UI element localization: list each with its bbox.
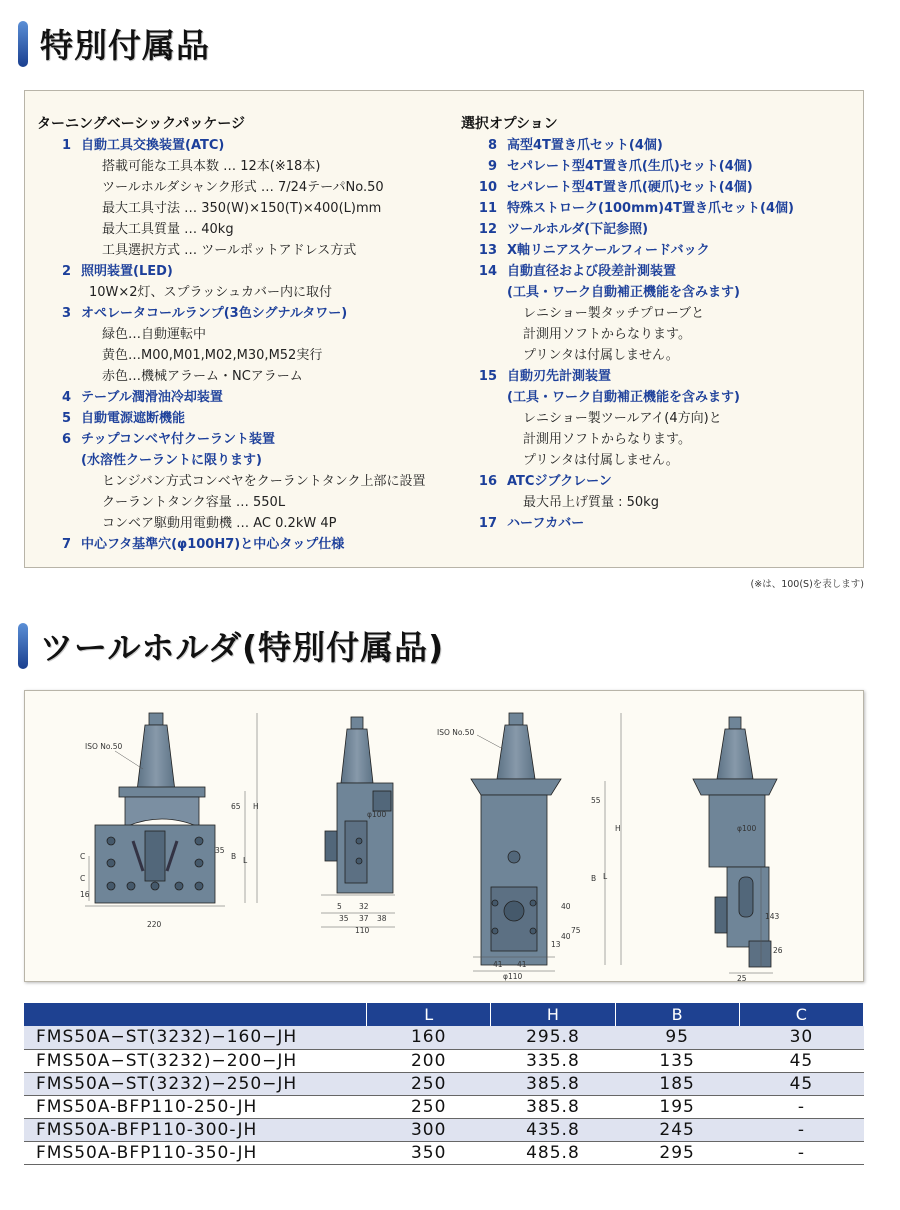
value-cell: 45 <box>739 1072 863 1095</box>
list-item <box>37 429 457 471</box>
technical-drawing <box>25 691 865 983</box>
column-header: B <box>615 1003 739 1026</box>
item-detail: 最大工具寸法 … 350(W)×150(T)×400(L)mm <box>102 201 382 216</box>
table-row <box>24 1118 864 1141</box>
item-detail: 工具選択方式 … ツールポットアドレス方式 <box>102 243 357 258</box>
item-detail: 最大工具質量 … 40kg <box>102 222 234 237</box>
item-number: 3 <box>61 306 71 321</box>
package-heading: ターニングベーシックパッケージ <box>37 116 246 132</box>
item-detail: 赤色…機械アラーム・NCアラーム <box>102 369 303 384</box>
dim-label: 16 <box>80 890 90 899</box>
package-list <box>37 135 457 555</box>
item-label: 照明装置(LED) <box>81 264 173 279</box>
list-item <box>461 261 861 303</box>
list-item <box>461 471 861 492</box>
dim-label: 26 <box>773 946 783 955</box>
item-label: 自動直径および段差計測装置 (工具・ワーク自動補正機能を含みます) <box>507 264 740 300</box>
item-number: 9 <box>487 159 497 174</box>
value-cell: 385.8 <box>491 1072 615 1095</box>
dim-label: φ100 <box>737 824 757 833</box>
list-item <box>37 387 457 408</box>
value-cell: 185 <box>615 1072 739 1095</box>
drawing-2-side-view <box>321 717 395 927</box>
page-title: 特別付属品 <box>40 26 210 65</box>
dim-label: 25 <box>737 974 747 983</box>
value-cell: - <box>739 1141 863 1164</box>
list-item <box>37 534 457 555</box>
section-title-tool-holder <box>18 622 444 669</box>
options-list <box>461 135 861 534</box>
list-item <box>37 135 457 156</box>
tool-holder-drawings <box>24 690 864 982</box>
value-cell: 335.8 <box>491 1049 615 1072</box>
dim-label: 35 <box>215 846 225 855</box>
value-cell: 300 <box>367 1118 491 1141</box>
item-label: 高型4T置き爪セット(4個) <box>507 138 663 153</box>
dim-label: H <box>253 802 259 811</box>
item-label: 自動工具交換装置(ATC) <box>81 138 225 153</box>
dim-label: 38 <box>377 914 387 923</box>
item-detail: ツールホルダシャンク形式 … 7/24テーパNo.50 <box>102 180 384 195</box>
table-row <box>24 1049 864 1072</box>
options-column <box>461 113 861 534</box>
dim-label: 143 <box>765 912 780 921</box>
dim-label: 75 <box>571 926 581 935</box>
spec-table <box>24 1003 864 1165</box>
dim-label: 13 <box>551 940 561 949</box>
item-detail: 10W×2灯、スプラッシュカバー内に取付 <box>89 285 333 300</box>
drawing-3-front-view <box>471 713 621 971</box>
value-cell: - <box>739 1095 863 1118</box>
column-header: H <box>491 1003 615 1026</box>
item-detail: 計測用ソフトからなります。 <box>523 327 691 342</box>
dim-label: 220 <box>147 920 162 929</box>
title-accent-bar <box>18 21 28 67</box>
item-detail: 黄色…M00,M01,M02,M30,M52実行 <box>102 348 323 363</box>
value-cell: 295.8 <box>491 1026 615 1049</box>
list-item <box>461 135 861 156</box>
item-label: ツールホルダ(下記参照) <box>507 222 649 237</box>
package-column <box>37 113 457 555</box>
dim-label: H <box>615 824 621 833</box>
item-label: オペレータコールランプ(3色シグナルタワー) <box>81 306 348 321</box>
item-detail: 最大吊上げ質量 : 50kg <box>523 495 659 510</box>
column-header: L <box>367 1003 491 1026</box>
dim-label: 41 <box>517 960 527 969</box>
list-item <box>461 198 861 219</box>
item-number: 12 <box>478 222 497 237</box>
item-detail: プリンタは付属しません。 <box>523 453 679 468</box>
dim-label: 65 <box>231 802 241 811</box>
value-cell: 245 <box>615 1118 739 1141</box>
value-cell: 200 <box>367 1049 491 1072</box>
item-detail: 計測用ソフトからなります。 <box>523 432 691 447</box>
list-item <box>461 219 861 240</box>
dim-label: 55 <box>591 796 601 805</box>
model-cell: FMS50A-BFP110-350-JH <box>24 1141 367 1164</box>
dim-label: L <box>243 856 248 865</box>
dim-label: 40 <box>561 932 571 941</box>
options-heading: 選択オプション <box>461 116 558 132</box>
dim-label: B <box>231 852 237 861</box>
value-cell: 485.8 <box>491 1141 615 1164</box>
item-label: 特殊ストローク(100mm)4T置き爪セット(4個) <box>507 201 794 216</box>
model-cell: FMS50A−ST(3232)−250−JH <box>24 1072 367 1095</box>
model-cell: FMS50A−ST(3232)−200−JH <box>24 1049 367 1072</box>
footnote: (※は、100(S)を表します) <box>750 579 864 590</box>
item-number: 10 <box>478 180 497 195</box>
list-item <box>461 177 861 198</box>
table-row <box>24 1072 864 1095</box>
value-cell: 195 <box>615 1095 739 1118</box>
item-detail: クーラントタンク容量 … 550L <box>102 495 286 510</box>
item-label: X軸リニアスケールフィードバック <box>507 243 710 258</box>
dim-label: 110 <box>355 926 370 935</box>
table-body <box>24 1026 864 1164</box>
value-cell: 295 <box>615 1141 739 1164</box>
item-label: 自動刃先計測装置 (工具・ワーク自動補正機能を含みます) <box>507 369 740 405</box>
item-number: 13 <box>478 243 497 258</box>
list-item <box>461 156 861 177</box>
value-cell: 30 <box>739 1026 863 1049</box>
item-detail: レニショー製タッチプローブと <box>523 306 705 321</box>
list-item <box>37 303 457 324</box>
item-number: 5 <box>61 411 71 426</box>
model-cell: FMS50A−ST(3232)−160−JH <box>24 1026 367 1049</box>
item-number: 4 <box>61 390 71 405</box>
drawing-4-side-view <box>693 717 777 973</box>
item-label: テーブル潤滑油冷却装置 <box>81 390 223 405</box>
list-item <box>37 261 457 282</box>
item-number: 7 <box>61 537 71 552</box>
item-number: 8 <box>487 138 497 153</box>
title-accent-bar <box>18 623 28 669</box>
iso-label-1: ISO No.50 <box>85 742 123 751</box>
item-label: セパレート型4T置き爪(生爪)セット(4個) <box>507 159 753 174</box>
dim-label: 5 <box>337 902 342 911</box>
item-number: 16 <box>478 474 497 489</box>
value-cell: - <box>739 1118 863 1141</box>
dim-label: L <box>603 872 608 881</box>
item-label: チップコンベヤ付クーラント装置 (水溶性クーラントに限ります) <box>81 432 275 468</box>
value-cell: 385.8 <box>491 1095 615 1118</box>
dim-label: 41 <box>493 960 503 969</box>
item-detail: プリンタは付属しません。 <box>523 348 679 363</box>
value-cell: 135 <box>615 1049 739 1072</box>
list-item <box>461 513 861 534</box>
item-number: 1 <box>61 138 71 153</box>
column-header: C <box>739 1003 863 1026</box>
value-cell: 45 <box>739 1049 863 1072</box>
dim-label: 40 <box>561 902 571 911</box>
item-number: 2 <box>61 264 71 279</box>
model-cell: FMS50A-BFP110-250-JH <box>24 1095 367 1118</box>
item-detail: 搭載可能な工具本数 … 12本(※18本) <box>102 159 321 174</box>
dim-label: φ100 <box>367 810 387 819</box>
item-label: 中心フタ基準穴(φ100H7)と中心タップ仕様 <box>81 537 345 552</box>
item-label: セパレート型4T置き爪(硬爪)セット(4個) <box>507 180 753 195</box>
item-label: ATCジブクレーン <box>507 474 612 489</box>
list-item <box>461 240 861 261</box>
item-number: 6 <box>61 432 71 447</box>
dim-label: C <box>80 874 86 883</box>
value-cell: 160 <box>367 1026 491 1049</box>
dim-label: B <box>591 874 597 883</box>
value-cell: 250 <box>367 1095 491 1118</box>
table-header-row <box>24 1003 864 1026</box>
value-cell: 250 <box>367 1072 491 1095</box>
dim-label: 32 <box>359 902 369 911</box>
dim-label: φ110 <box>503 972 523 981</box>
column-header <box>24 1003 367 1026</box>
item-detail: レニショー製ツールアイ(4方向)と <box>523 411 722 426</box>
item-detail: 緑色…自動運転中 <box>102 327 207 342</box>
item-number: 15 <box>478 369 497 384</box>
iso-label-2: ISO No.50 <box>437 728 475 737</box>
model-cell: FMS50A-BFP110-300-JH <box>24 1118 367 1141</box>
section-heading: ツールホルダ(特別付属品) <box>40 628 445 667</box>
value-cell: 95 <box>615 1026 739 1049</box>
item-number: 17 <box>478 516 497 531</box>
value-cell: 435.8 <box>491 1118 615 1141</box>
table-row <box>24 1026 864 1049</box>
value-cell: 350 <box>367 1141 491 1164</box>
item-detail: コンベア駆動用電動機 … AC 0.2kW 4P <box>102 516 337 531</box>
item-number: 11 <box>478 201 497 216</box>
list-item <box>461 366 861 408</box>
section-title-special-accessories <box>18 20 210 67</box>
table-row <box>24 1095 864 1118</box>
item-label: 自動電源遮断機能 <box>81 411 186 426</box>
item-detail: ヒンジバン方式コンベヤをクーラントタンク上部に設置 <box>102 474 426 489</box>
list-item <box>37 408 457 429</box>
dim-label: 35 <box>339 914 349 923</box>
accessories-panel <box>24 90 864 568</box>
dim-label: 37 <box>359 914 369 923</box>
item-label: ハーフカバー <box>507 516 585 531</box>
item-number: 14 <box>478 264 497 279</box>
table-row <box>24 1141 864 1164</box>
dim-label: C <box>80 852 86 861</box>
